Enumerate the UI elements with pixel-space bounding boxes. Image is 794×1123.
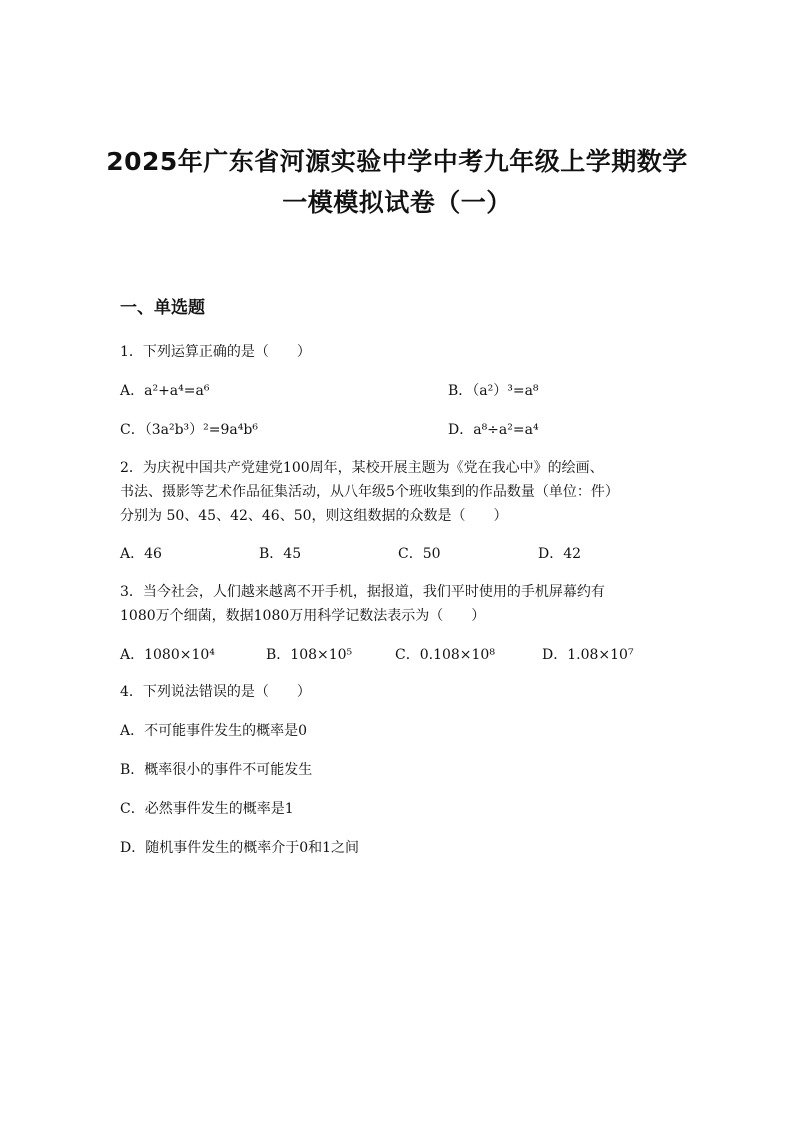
q3-stem-line1: 3．当今社会，人们越来越离不开手机，据报道，我们平时使用的手机屏幕约有	[120, 584, 605, 600]
q2-option-a: A．46	[120, 546, 162, 562]
document-title-line2: 一模模拟试卷（一）	[282, 188, 512, 217]
q4-option-c: C．必然事件发生的概率是1	[120, 801, 294, 817]
q1-option-d: D．a⁸÷a²=a⁴	[448, 422, 539, 438]
q3-option-c: C．0.108×10⁸	[395, 647, 495, 663]
q2-stem-line3: 分别为 50、45、42、46、50，则这组数据的众数是（ ）	[120, 508, 508, 524]
q3-stem-line2: 1080万个细菌，数据1080万用科学记数法表示为（ ）	[120, 608, 486, 624]
q4-option-d: D．随机事件发生的概率介于0和1之间	[120, 840, 360, 856]
q2-stem-line1: 2．为庆祝中国共产党建党100周年，某校开展主题为《党在我心中》的绘画、	[120, 460, 604, 476]
q2-option-b: B．45	[259, 546, 302, 562]
q4-stem: 4．下列说法错误的是（ ）	[120, 684, 311, 700]
q3-option-d: D．1.08×10⁷	[542, 647, 634, 663]
q2-option-c: C．50	[398, 546, 441, 562]
document-title-line1: 2025年广东省河源实验中学中考九年级上学期数学	[106, 147, 688, 176]
q2-stem-line2: 书法、摄影等艺术作品征集活动，从八年级5个班收集到的作品数量（单位：件）	[120, 484, 619, 500]
q3-option-b: B．108×10⁵	[266, 647, 353, 663]
q1-stem: 1．下列运算正确的是（ ）	[120, 344, 311, 360]
q4-option-b: B．概率很小的事件不可能发生	[120, 762, 313, 778]
q1-option-b: B．（a²）³=a⁸	[448, 383, 539, 399]
q1-option-a: A．a²+a⁴=a⁶	[120, 383, 210, 399]
q4-option-a: A．不可能事件发生的概率是0	[120, 723, 308, 739]
q1-option-c: C．（3a²b³）²=9a⁴b⁶	[120, 422, 258, 438]
q3-option-a: A．1080×10⁴	[120, 647, 215, 663]
q2-option-d: D．42	[538, 546, 582, 562]
section-heading: 一、单选题	[120, 298, 205, 318]
